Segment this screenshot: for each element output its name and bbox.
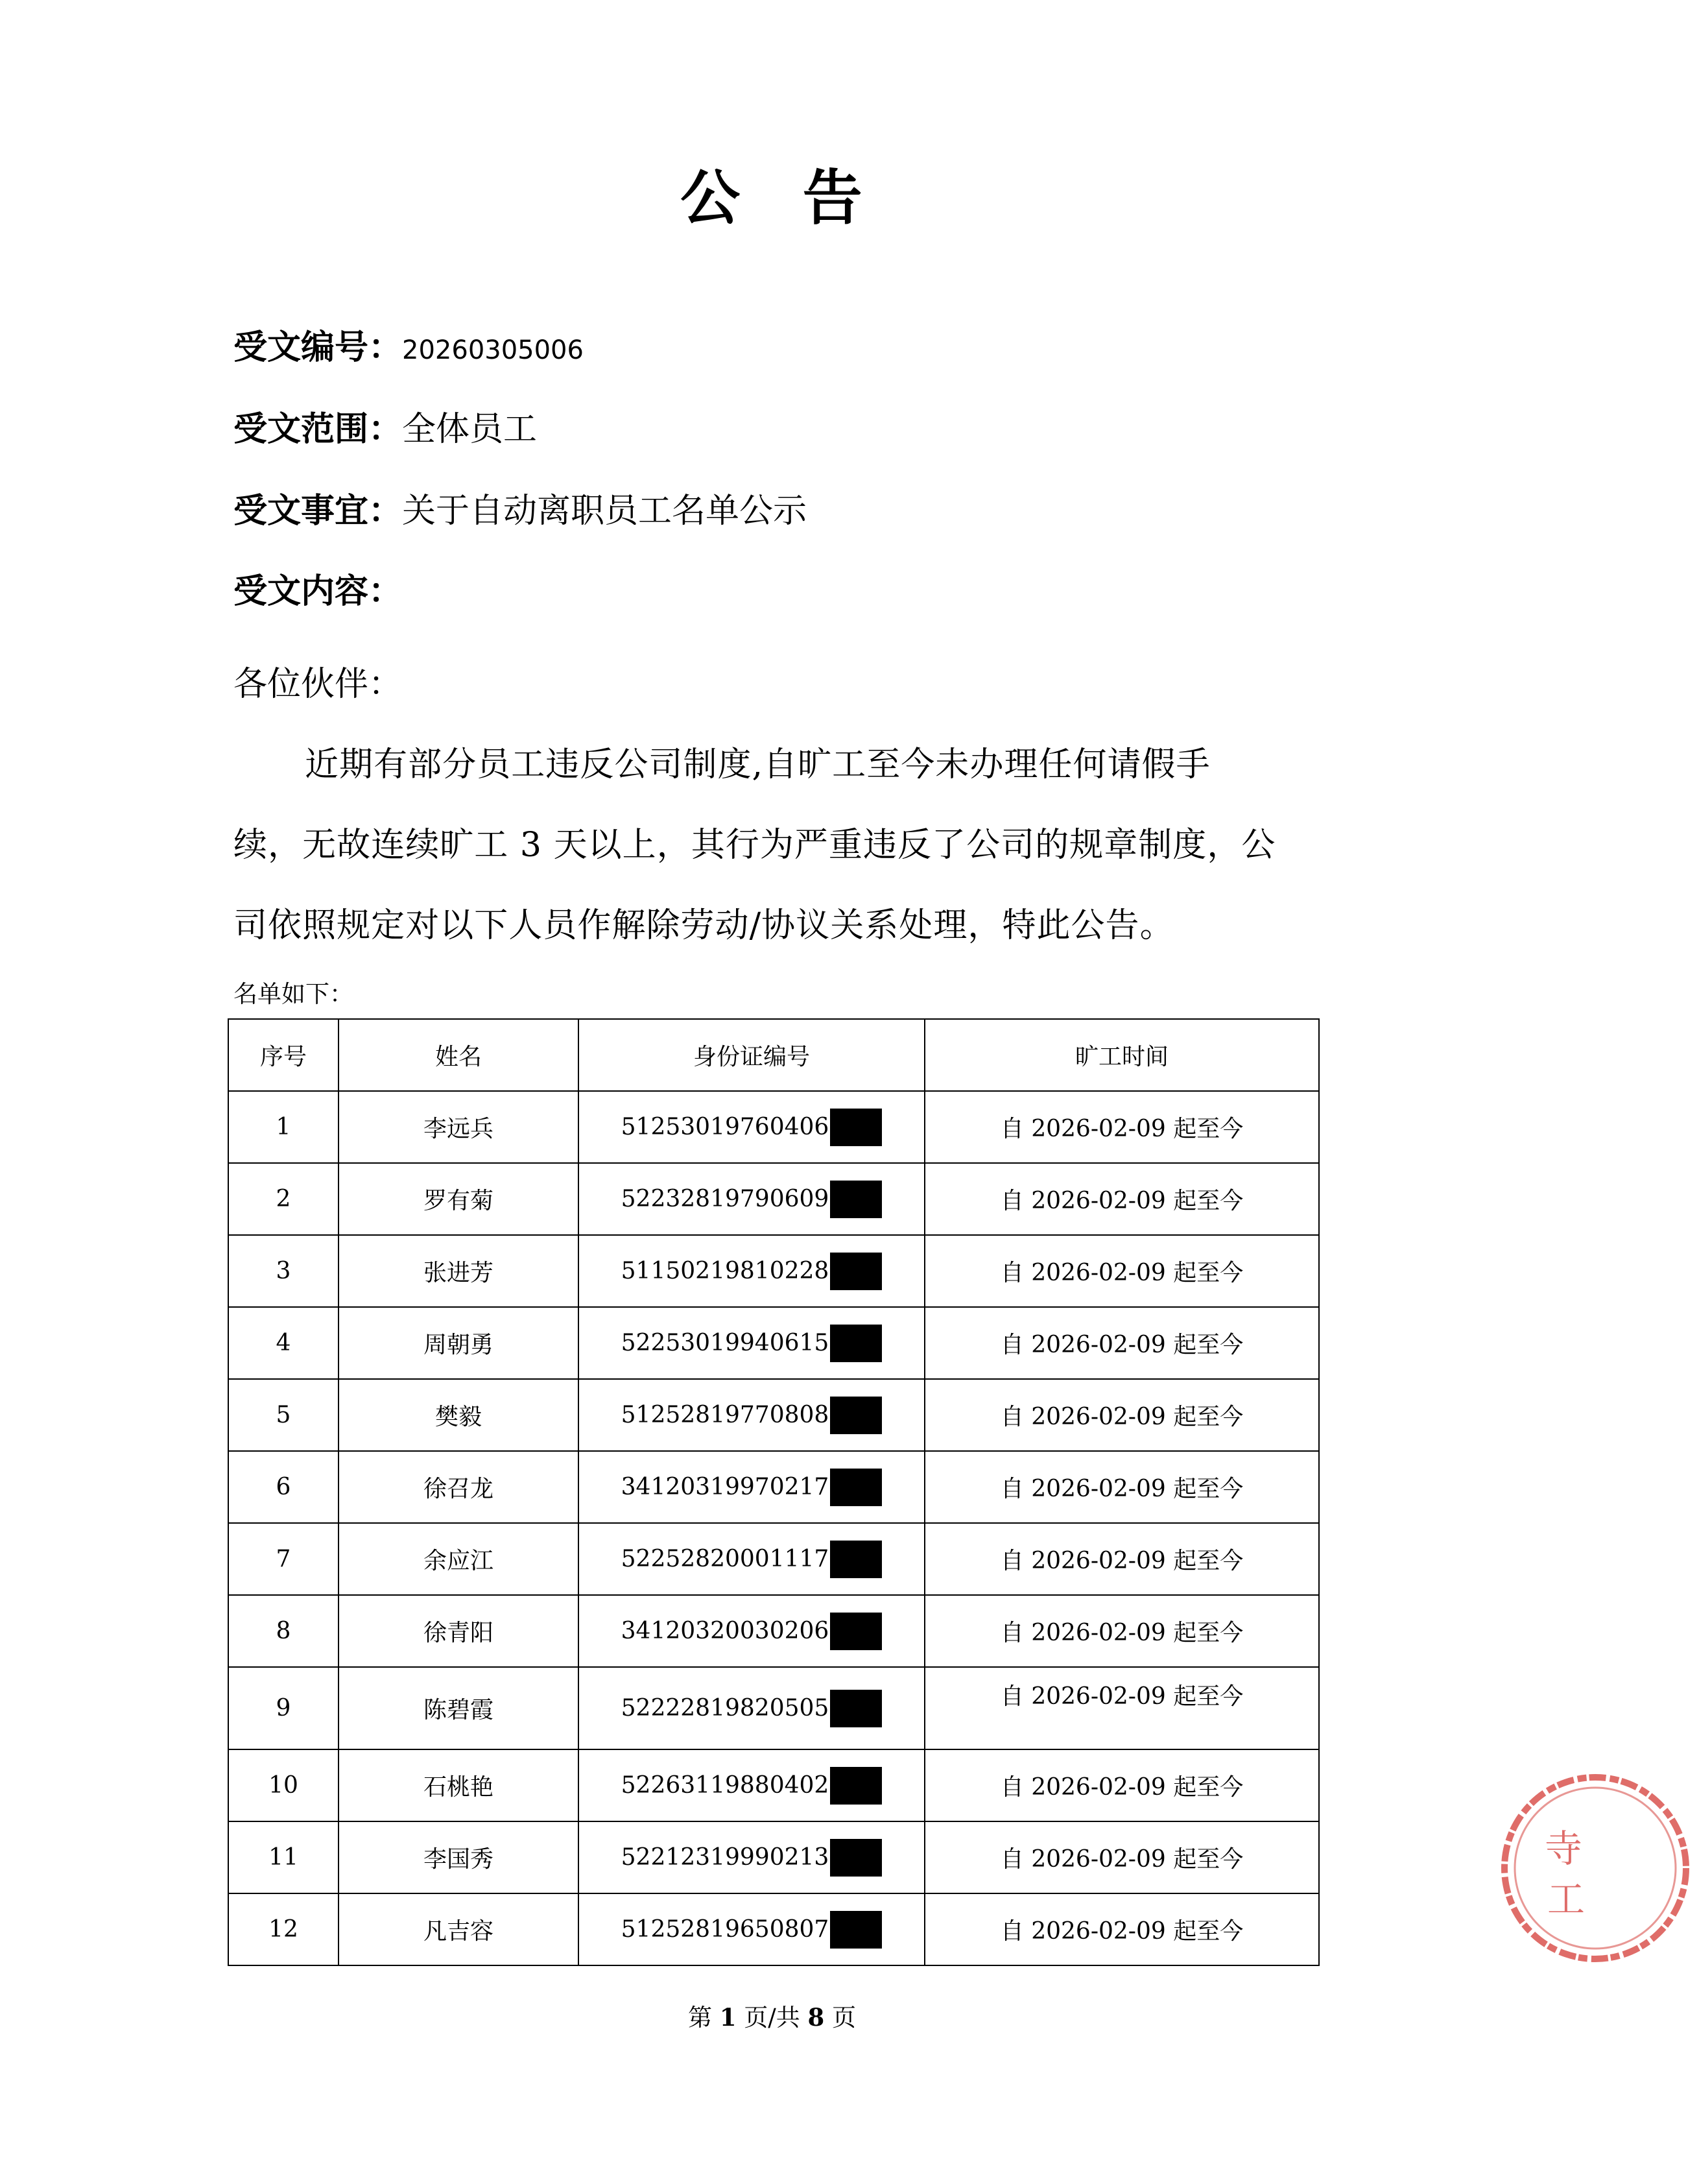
redaction-block (830, 1181, 882, 1218)
row-no: 11 (228, 1821, 339, 1893)
row-id-cell (578, 1595, 925, 1667)
row-time: 自 2026-02-09 起至今 (925, 1667, 1319, 1749)
subject-value: 关于自动离职员工名单公示 (402, 492, 807, 531)
redaction-block (830, 1911, 882, 1949)
document-number-value: 20260305006 (402, 335, 584, 365)
redaction-block (830, 1541, 882, 1578)
table-row (228, 1667, 1319, 1749)
row-name: 徐召龙 (339, 1451, 578, 1523)
row-id-cell (578, 1821, 925, 1893)
salutation: 各位伙伴： (233, 665, 403, 704)
table-row (228, 1379, 1319, 1451)
footer-suffix: 页 (832, 2004, 857, 2032)
redaction-block (830, 1690, 882, 1727)
row-id: 51150219810228 (621, 1258, 829, 1284)
row-no: 9 (228, 1667, 339, 1749)
row-id: 52232819790609 (621, 1186, 829, 1212)
body-line-2: 续，无故连续旷工 3 天以上，其行为严重违反了公司的规章制度，公 (233, 826, 1276, 865)
row-id: 52252820001117 (621, 1546, 829, 1572)
row-id-cell (578, 1307, 925, 1379)
row-id-cell (578, 1523, 925, 1595)
row-id-cell (578, 1893, 925, 1965)
redaction-block (830, 1325, 882, 1362)
subject-label: 受文事宜： (233, 491, 403, 531)
row-name: 石桃艳 (339, 1749, 578, 1821)
row-no: 7 (228, 1523, 339, 1595)
company-seal-stamp (1491, 1764, 1699, 1972)
row-id: 51252819650807 (621, 1916, 829, 1943)
body-line-3: 司依照规定对以下人员作解除劳动/协议关系处理，特此公告。 (233, 906, 1174, 945)
row-id-cell (578, 1667, 925, 1749)
row-time: 自 2026-02-09 起至今 (925, 1451, 1319, 1523)
row-time: 自 2026-02-09 起至今 (925, 1749, 1319, 1821)
row-no: 6 (228, 1451, 339, 1523)
header-name: 姓名 (339, 1019, 578, 1091)
row-name: 李国秀 (339, 1821, 578, 1893)
roster-table (228, 1018, 1320, 1966)
row-time: 自 2026-02-09 起至今 (925, 1307, 1319, 1379)
table-row (228, 1893, 1319, 1965)
row-time: 自 2026-02-09 起至今 (925, 1379, 1319, 1451)
footer-total-pages: 8 (807, 2003, 825, 2032)
body-line-1: 近期有部分员工违反公司制度,自旷工至今未办理任何请假手 (305, 745, 1211, 784)
document-number-field (233, 328, 584, 367)
footer-page-number: 1 (719, 2003, 737, 2032)
table-row (228, 1091, 1319, 1163)
table-row (228, 1523, 1319, 1595)
redaction-block (830, 1613, 882, 1650)
row-no: 12 (228, 1893, 339, 1965)
table-row (228, 1235, 1319, 1307)
row-time: 自 2026-02-09 起至今 (925, 1163, 1319, 1235)
row-name: 樊毅 (339, 1379, 578, 1451)
row-name: 李远兵 (339, 1091, 578, 1163)
document-number-label: 受文编号： (233, 328, 403, 367)
table-row (228, 1451, 1319, 1523)
row-id: 34120319970217 (621, 1474, 829, 1500)
page-footer (0, 1998, 1544, 2033)
row-id-cell (578, 1451, 925, 1523)
row-name: 罗有菊 (339, 1163, 578, 1235)
row-name: 周朝勇 (339, 1307, 578, 1379)
header-no: 序号 (228, 1019, 339, 1091)
redaction-block (830, 1397, 882, 1434)
scope-label: 受文范围： (233, 409, 403, 449)
redaction-block (830, 1109, 882, 1146)
seal-glyph-1: 寺 (1545, 1827, 1583, 1871)
row-no: 1 (228, 1091, 339, 1163)
scope-value: 全体员工 (402, 410, 538, 449)
header-time: 旷工时间 (925, 1019, 1319, 1091)
redaction-block (830, 1253, 882, 1290)
row-id: 51252819770808 (621, 1402, 829, 1428)
scope-field (233, 409, 538, 449)
table-row (228, 1595, 1319, 1667)
table-row (228, 1821, 1319, 1893)
row-name: 余应江 (339, 1523, 578, 1595)
content-label: 受文内容： (233, 571, 403, 611)
row-no: 8 (228, 1595, 339, 1667)
row-name: 陈碧霞 (339, 1667, 578, 1749)
footer-middle: 页/共 (744, 2004, 800, 2032)
footer-prefix: 第 (687, 2004, 712, 2032)
redaction-block (830, 1767, 882, 1805)
row-name: 凡吉容 (339, 1893, 578, 1965)
page-title: 公 告 (680, 163, 883, 233)
row-time: 自 2026-02-09 起至今 (925, 1523, 1319, 1595)
row-id: 52222819820505 (621, 1695, 829, 1722)
row-id: 34120320030206 (621, 1618, 829, 1644)
redaction-block (830, 1839, 882, 1877)
row-time: 自 2026-02-09 起至今 (925, 1893, 1319, 1965)
row-id-cell (578, 1091, 925, 1163)
table-header-row (228, 1019, 1319, 1091)
table-row (228, 1749, 1319, 1821)
row-time: 自 2026-02-09 起至今 (925, 1235, 1319, 1307)
row-id-cell (578, 1379, 925, 1451)
row-no: 2 (228, 1163, 339, 1235)
row-name: 徐青阳 (339, 1595, 578, 1667)
table-row (228, 1163, 1319, 1235)
row-id: 52253019940615 (621, 1330, 829, 1356)
row-no: 10 (228, 1749, 339, 1821)
row-name: 张进芳 (339, 1235, 578, 1307)
seal-glyph-2: 工 (1547, 1877, 1586, 1921)
row-time: 自 2026-02-09 起至今 (925, 1821, 1319, 1893)
row-no: 5 (228, 1379, 339, 1451)
row-time: 自 2026-02-09 起至今 (925, 1091, 1319, 1163)
row-id-cell (578, 1749, 925, 1821)
header-id: 身份证编号 (578, 1019, 925, 1091)
subject-field (233, 491, 807, 531)
row-id: 51253019760406 (621, 1114, 829, 1140)
row-id-cell (578, 1163, 925, 1235)
row-id-cell (578, 1235, 925, 1307)
row-no: 4 (228, 1307, 339, 1379)
list-intro: 名单如下： (233, 980, 353, 1008)
redaction-block (830, 1469, 882, 1506)
row-time: 自 2026-02-09 起至今 (925, 1595, 1319, 1667)
row-id: 52212319990213 (621, 1844, 829, 1871)
row-id: 52263119880402 (621, 1772, 829, 1799)
content-field (233, 571, 403, 611)
row-no: 3 (228, 1235, 339, 1307)
table-row (228, 1307, 1319, 1379)
